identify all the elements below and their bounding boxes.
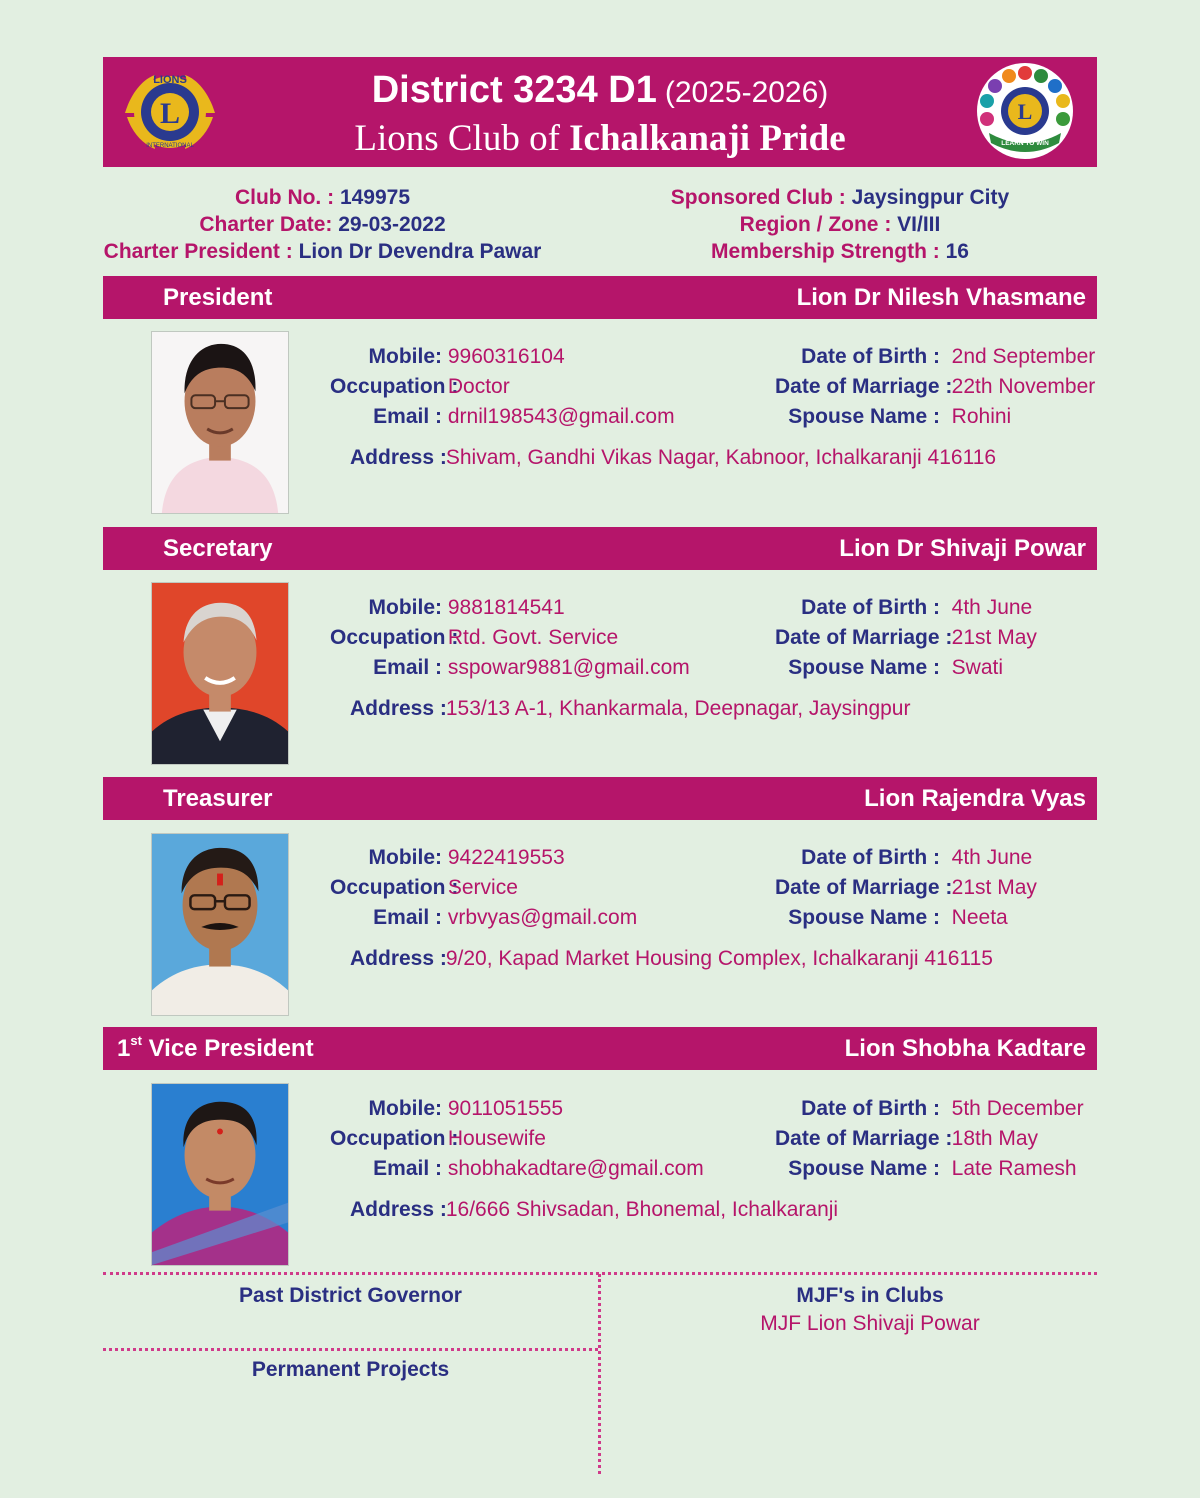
officer-photo-president — [151, 331, 289, 514]
officer-name: Lion Rajendra Vyas — [864, 785, 1086, 812]
club-no-line: Club No. : 149975 — [234, 186, 411, 209]
occupation-value: Housewife — [447, 1127, 546, 1150]
footer-divider-left — [103, 1348, 598, 1351]
field-email: Email : sspowar9881@gmail.com — [373, 656, 690, 679]
officer-role: President — [163, 284, 273, 311]
field-dom: Date of Marriage : 22th November — [775, 375, 1096, 398]
footer-divider-vertical — [598, 1274, 601, 1474]
district-emblem-logo — [975, 61, 1075, 161]
officer-role: Treasurer — [163, 785, 273, 812]
officer-bar-vice-president — [103, 1027, 1097, 1070]
field-address: Address : Shivam, Gandhi Vikas Nagar, Kabnoor, Ichalkaranji 416116 — [350, 446, 997, 469]
occupation-value: Service — [447, 876, 518, 899]
field-dob: Date of Birth : 4th June — [801, 846, 1033, 869]
svg-text:LEARN TO WIN: LEARN TO WIN — [1001, 140, 1049, 147]
dob-value: 4th June — [951, 846, 1033, 869]
field-dob: Date of Birth : 4th June — [801, 596, 1033, 619]
mobile-value: 9011051555 — [447, 1097, 564, 1120]
address-value: 153/13 A-1, Khankarmala, Deepnagar, Jaysingpur — [445, 697, 911, 720]
field-email: Email : vrbvyas@gmail.com — [373, 906, 638, 929]
dom-value: 21st May — [951, 876, 1037, 899]
field-spouse: Spouse Name : Late Ramesh — [788, 1157, 1077, 1180]
field-mobile: Mobile: 9011051555 — [368, 1097, 564, 1120]
occupation-value: Doctor — [447, 375, 510, 398]
sponsored-club: Jaysingpur City — [851, 186, 1010, 209]
district-year: (2025-2026) — [664, 76, 829, 109]
club-title — [103, 117, 1097, 160]
officer-role: 1st Vice President — [117, 1033, 314, 1062]
officer-photo-treasurer — [151, 833, 289, 1016]
spouse-value: Late Ramesh — [951, 1157, 1077, 1180]
club-info-left — [100, 184, 545, 265]
spouse-value: Neeta — [951, 906, 1008, 929]
officer-name: Lion Shobha Kadtare — [844, 1035, 1086, 1062]
email-value: shobhakadtare@gmail.com — [447, 1157, 704, 1180]
mobile-value: 9960316104 — [447, 345, 565, 368]
svg-text:L: L — [1017, 99, 1033, 124]
dom-value: 21st May — [951, 626, 1037, 649]
field-dom: Date of Marriage : 21st May — [775, 876, 1037, 899]
charter-president-line: Charter President : Lion Dr Devendra Pawar — [103, 240, 542, 263]
field-dob: Date of Birth : 5th December — [801, 1097, 1084, 1120]
field-dom: Date of Marriage : 18th May — [775, 1127, 1039, 1150]
field-dob: Date of Birth : 2nd September — [801, 345, 1096, 368]
mjf-value: MJF Lion Shivaji Powar — [760, 1312, 980, 1335]
mjf-title: MJF's in Clubs — [796, 1284, 944, 1307]
district-title — [103, 69, 1097, 112]
spouse-value: Swati — [951, 656, 1004, 679]
officer-bar-president — [103, 276, 1097, 319]
sponsored-club-line: Sponsored Club : Jaysingpur City — [670, 186, 1010, 209]
region-zone: VI/III — [897, 213, 941, 236]
field-mobile: Mobile: 9881814541 — [368, 596, 565, 619]
officer-name: Lion Dr Shivaji Powar — [839, 535, 1086, 562]
email-value: vrbvyas@gmail.com — [447, 906, 638, 929]
field-occupation: Occupation : Rtd. Govt. Service — [330, 626, 619, 649]
mobile-value: 9881814541 — [447, 596, 565, 619]
field-occupation: Occupation : Doctor — [330, 375, 510, 398]
officer-photo-vice-president — [151, 1083, 289, 1266]
field-spouse: Spouse Name : Rohini — [788, 405, 1012, 428]
past-district-governor-title: Past District Governor — [239, 1284, 462, 1307]
field-address: Address : 9/20, Kapad Market Housing Complex, Ichalkaranji 416115 — [350, 947, 993, 970]
mobile-value: 9422419553 — [447, 846, 565, 869]
field-address: Address : 16/666 Shivsadan, Bhonemal, Ichalkaranji — [350, 1198, 839, 1221]
email-value: drnil198543@gmail.com — [447, 405, 675, 428]
officer-photo-secretary — [151, 582, 289, 765]
spouse-value: Rohini — [951, 405, 1012, 428]
officer-bar-treasurer — [103, 777, 1097, 820]
svg-text:LIONS: LIONS — [153, 74, 187, 86]
district-name: District 3234 D1 — [371, 69, 657, 111]
address-value: 9/20, Kapad Market Housing Complex, Ichalkaranji 416115 — [445, 947, 993, 970]
occupation-value: Rtd. Govt. Service — [447, 626, 619, 649]
field-email: Email : drnil198543@gmail.com — [373, 405, 675, 428]
club-name: Ichalkanaji Pride — [569, 118, 846, 159]
permanent-projects-title: Permanent Projects — [251, 1358, 450, 1381]
officer-name: Lion Dr Nilesh Vhasmane — [796, 284, 1086, 311]
field-spouse: Spouse Name : Neeta — [788, 906, 1008, 929]
dom-value: 22th November — [951, 375, 1096, 398]
dob-value: 5th December — [951, 1097, 1084, 1120]
email-value: sspowar9881@gmail.com — [447, 656, 690, 679]
field-occupation: Occupation : Service — [330, 876, 518, 899]
club-info-right — [640, 184, 1040, 265]
field-address: Address : 153/13 A-1, Khankarmala, Deepnagar, Jaysingpur — [350, 697, 911, 720]
region-zone-line: Region / Zone : VI/III — [739, 213, 941, 236]
field-mobile: Mobile: 9422419553 — [368, 846, 565, 869]
club-prefix: Lions Club of — [354, 118, 560, 159]
field-mobile: Mobile: 9960316104 — [368, 345, 565, 368]
membership-strength: 16 — [945, 240, 969, 263]
charter-president: Lion Dr Devendra Pawar — [298, 240, 542, 263]
field-spouse: Spouse Name : Swati — [788, 656, 1004, 679]
membership-line: Membership Strength : 16 — [711, 240, 969, 263]
club-no: 149975 — [339, 186, 411, 209]
officer-bar-secretary — [103, 527, 1097, 570]
charter-date-line: Charter Date: 29-03-2022 — [199, 213, 446, 236]
dob-value: 2nd September — [951, 345, 1096, 368]
field-email: Email : shobhakadtare@gmail.com — [373, 1157, 704, 1180]
officer-role: Secretary — [163, 535, 273, 562]
field-dom: Date of Marriage : 21st May — [775, 626, 1037, 649]
svg-text:L: L — [159, 97, 181, 130]
dob-value: 4th June — [951, 596, 1033, 619]
charter-date: 29-03-2022 — [338, 213, 446, 236]
address-value: Shivam, Gandhi Vikas Nagar, Kabnoor, Ichalkaranji 416116 — [445, 446, 997, 469]
dom-value: 18th May — [951, 1127, 1039, 1150]
address-value: 16/666 Shivsadan, Bhonemal, Ichalkaranji — [445, 1198, 839, 1221]
header-banner — [103, 57, 1097, 167]
field-occupation: Occupation : Housewife — [330, 1127, 546, 1150]
svg-text:INTERNATIONAL: INTERNATIONAL — [146, 143, 194, 149]
